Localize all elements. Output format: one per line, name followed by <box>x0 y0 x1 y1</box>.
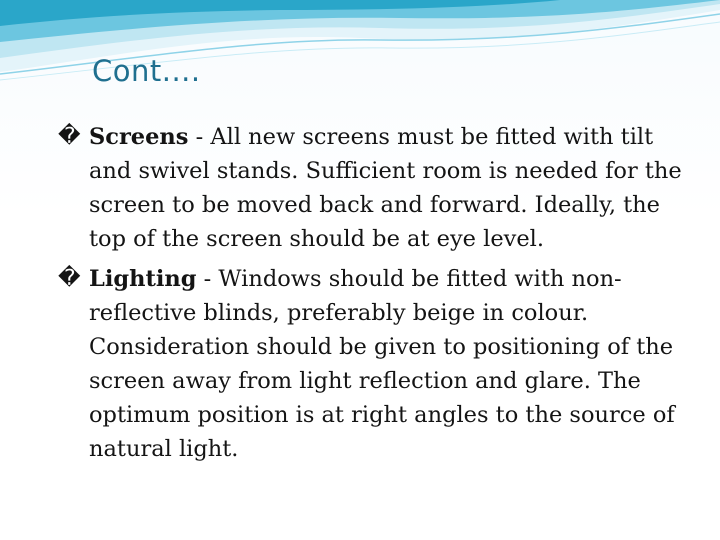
slide-title: Cont.... <box>92 54 201 88</box>
bullet-lighting <box>58 262 698 466</box>
bullet-text: - All new screens must be fitted with tilt and swivel stands. Sufficient room is needed for the screen to be moved back and forward. Ideally, the top of the screen should be at eye level. <box>89 124 682 252</box>
bullet-term: Lighting <box>89 266 197 292</box>
bullet-list <box>58 120 698 472</box>
bullet-marker-icon: � <box>58 124 81 149</box>
bullet-term: Screens <box>89 124 189 150</box>
bullet-text: - Windows should be fitted with non-reflective blinds, preferably beige in colour. Consideration should be given to positioning of the screen away from light reflection and glare. The optimum position is at right angles to the source of natural light. <box>89 266 675 462</box>
bullet-screens <box>58 120 698 256</box>
bullet-marker-icon: � <box>58 266 81 291</box>
